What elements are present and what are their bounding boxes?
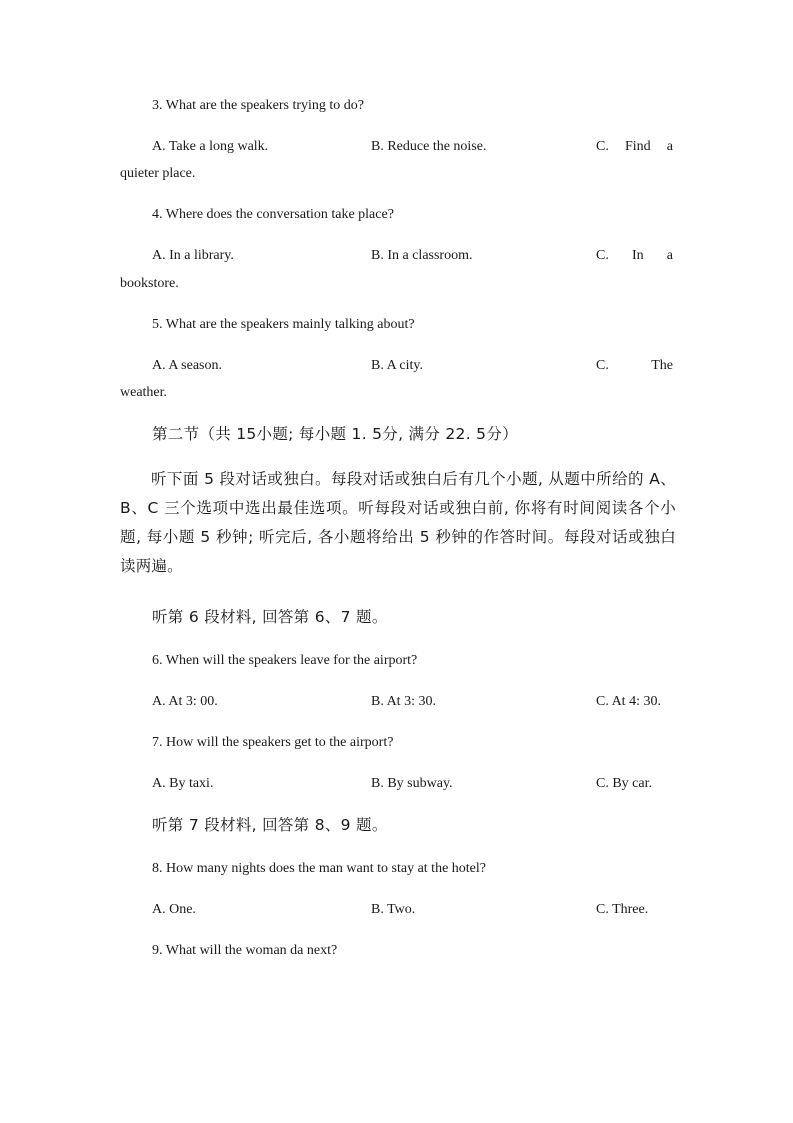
- question-3-option-c-wrap: quieter place.: [120, 166, 196, 181]
- question-8-option-b: B. Two.: [371, 902, 416, 917]
- question-8-stem: 8. How many nights does the man want to stay at the hotel?: [152, 861, 486, 876]
- option-c-word: a: [666, 248, 673, 263]
- question-6-option-b: B. At 3: 30.: [371, 694, 436, 709]
- question-3-stem: 3. What are the speakers trying to do?: [152, 98, 365, 113]
- option-c-word: The: [651, 358, 673, 373]
- question-7-option-b: B. By subway.: [371, 776, 453, 791]
- section-2-instructions: 听下面 5 段对话或独白。每段对话或独白后有几个小题, 从题中所给的 A、B、C 三个选项中选出最佳选项。听每段对话或独白前, 你将有时间阅读各个小题, 每小题 5 秒钟; 听完后, 各小题将给出 5 秒钟的作答时间。每段对话或独白读两遍。: [120, 470, 676, 575]
- option-c-label: C.: [596, 139, 609, 154]
- question-6-option-c: C. At 4: 30.: [596, 694, 661, 709]
- question-5-option-b: B. A city.: [371, 358, 423, 373]
- question-4-option-c: [596, 247, 673, 265]
- question-8-option-a: A. One.: [152, 902, 196, 917]
- question-7-option-a: A. By taxi.: [152, 776, 214, 791]
- question-4-option-a: A. In a library.: [152, 248, 234, 263]
- question-3-option-a: A. Take a long walk.: [152, 139, 269, 154]
- question-4-option-b: B. In a classroom.: [371, 248, 473, 263]
- question-4-option-c-wrap: bookstore.: [120, 276, 179, 291]
- passage-6-note: 听第 6 段材料, 回答第 6、7 题。: [152, 608, 388, 626]
- question-5-option-c-wrap: weather.: [120, 385, 168, 400]
- option-c-label: C.: [596, 248, 609, 263]
- option-c-label: C.: [596, 358, 609, 373]
- question-6-stem: 6. When will the speakers leave for the airport?: [152, 653, 418, 668]
- question-8-option-c: C. Three.: [596, 902, 649, 917]
- question-5-option-a: A. A season.: [152, 358, 222, 373]
- question-4-stem: 4. Where does the conversation take place?: [152, 207, 394, 222]
- section-2-heading: 第二节（共 15小题; 每小题 1. 5分, 满分 22. 5分）: [152, 425, 518, 443]
- question-7-option-c: C. By car.: [596, 776, 652, 791]
- option-c-word: In: [631, 248, 644, 263]
- question-7-stem: 7. How will the speakers get to the airport?: [152, 735, 394, 750]
- passage-7-note: 听第 7 段材料, 回答第 8、9 题。: [152, 816, 388, 834]
- question-3-option-b: B. Reduce the noise.: [371, 139, 487, 154]
- question-9-stem: 9. What will the woman da next?: [152, 943, 338, 958]
- option-c-word: a: [666, 139, 673, 154]
- question-3-option-c: [596, 138, 673, 156]
- option-c-word: Find: [624, 139, 651, 154]
- question-6-option-a: A. At 3: 00.: [152, 694, 218, 709]
- question-5-option-c: [596, 357, 673, 375]
- question-5-stem: 5. What are the speakers mainly talking about?: [152, 317, 415, 332]
